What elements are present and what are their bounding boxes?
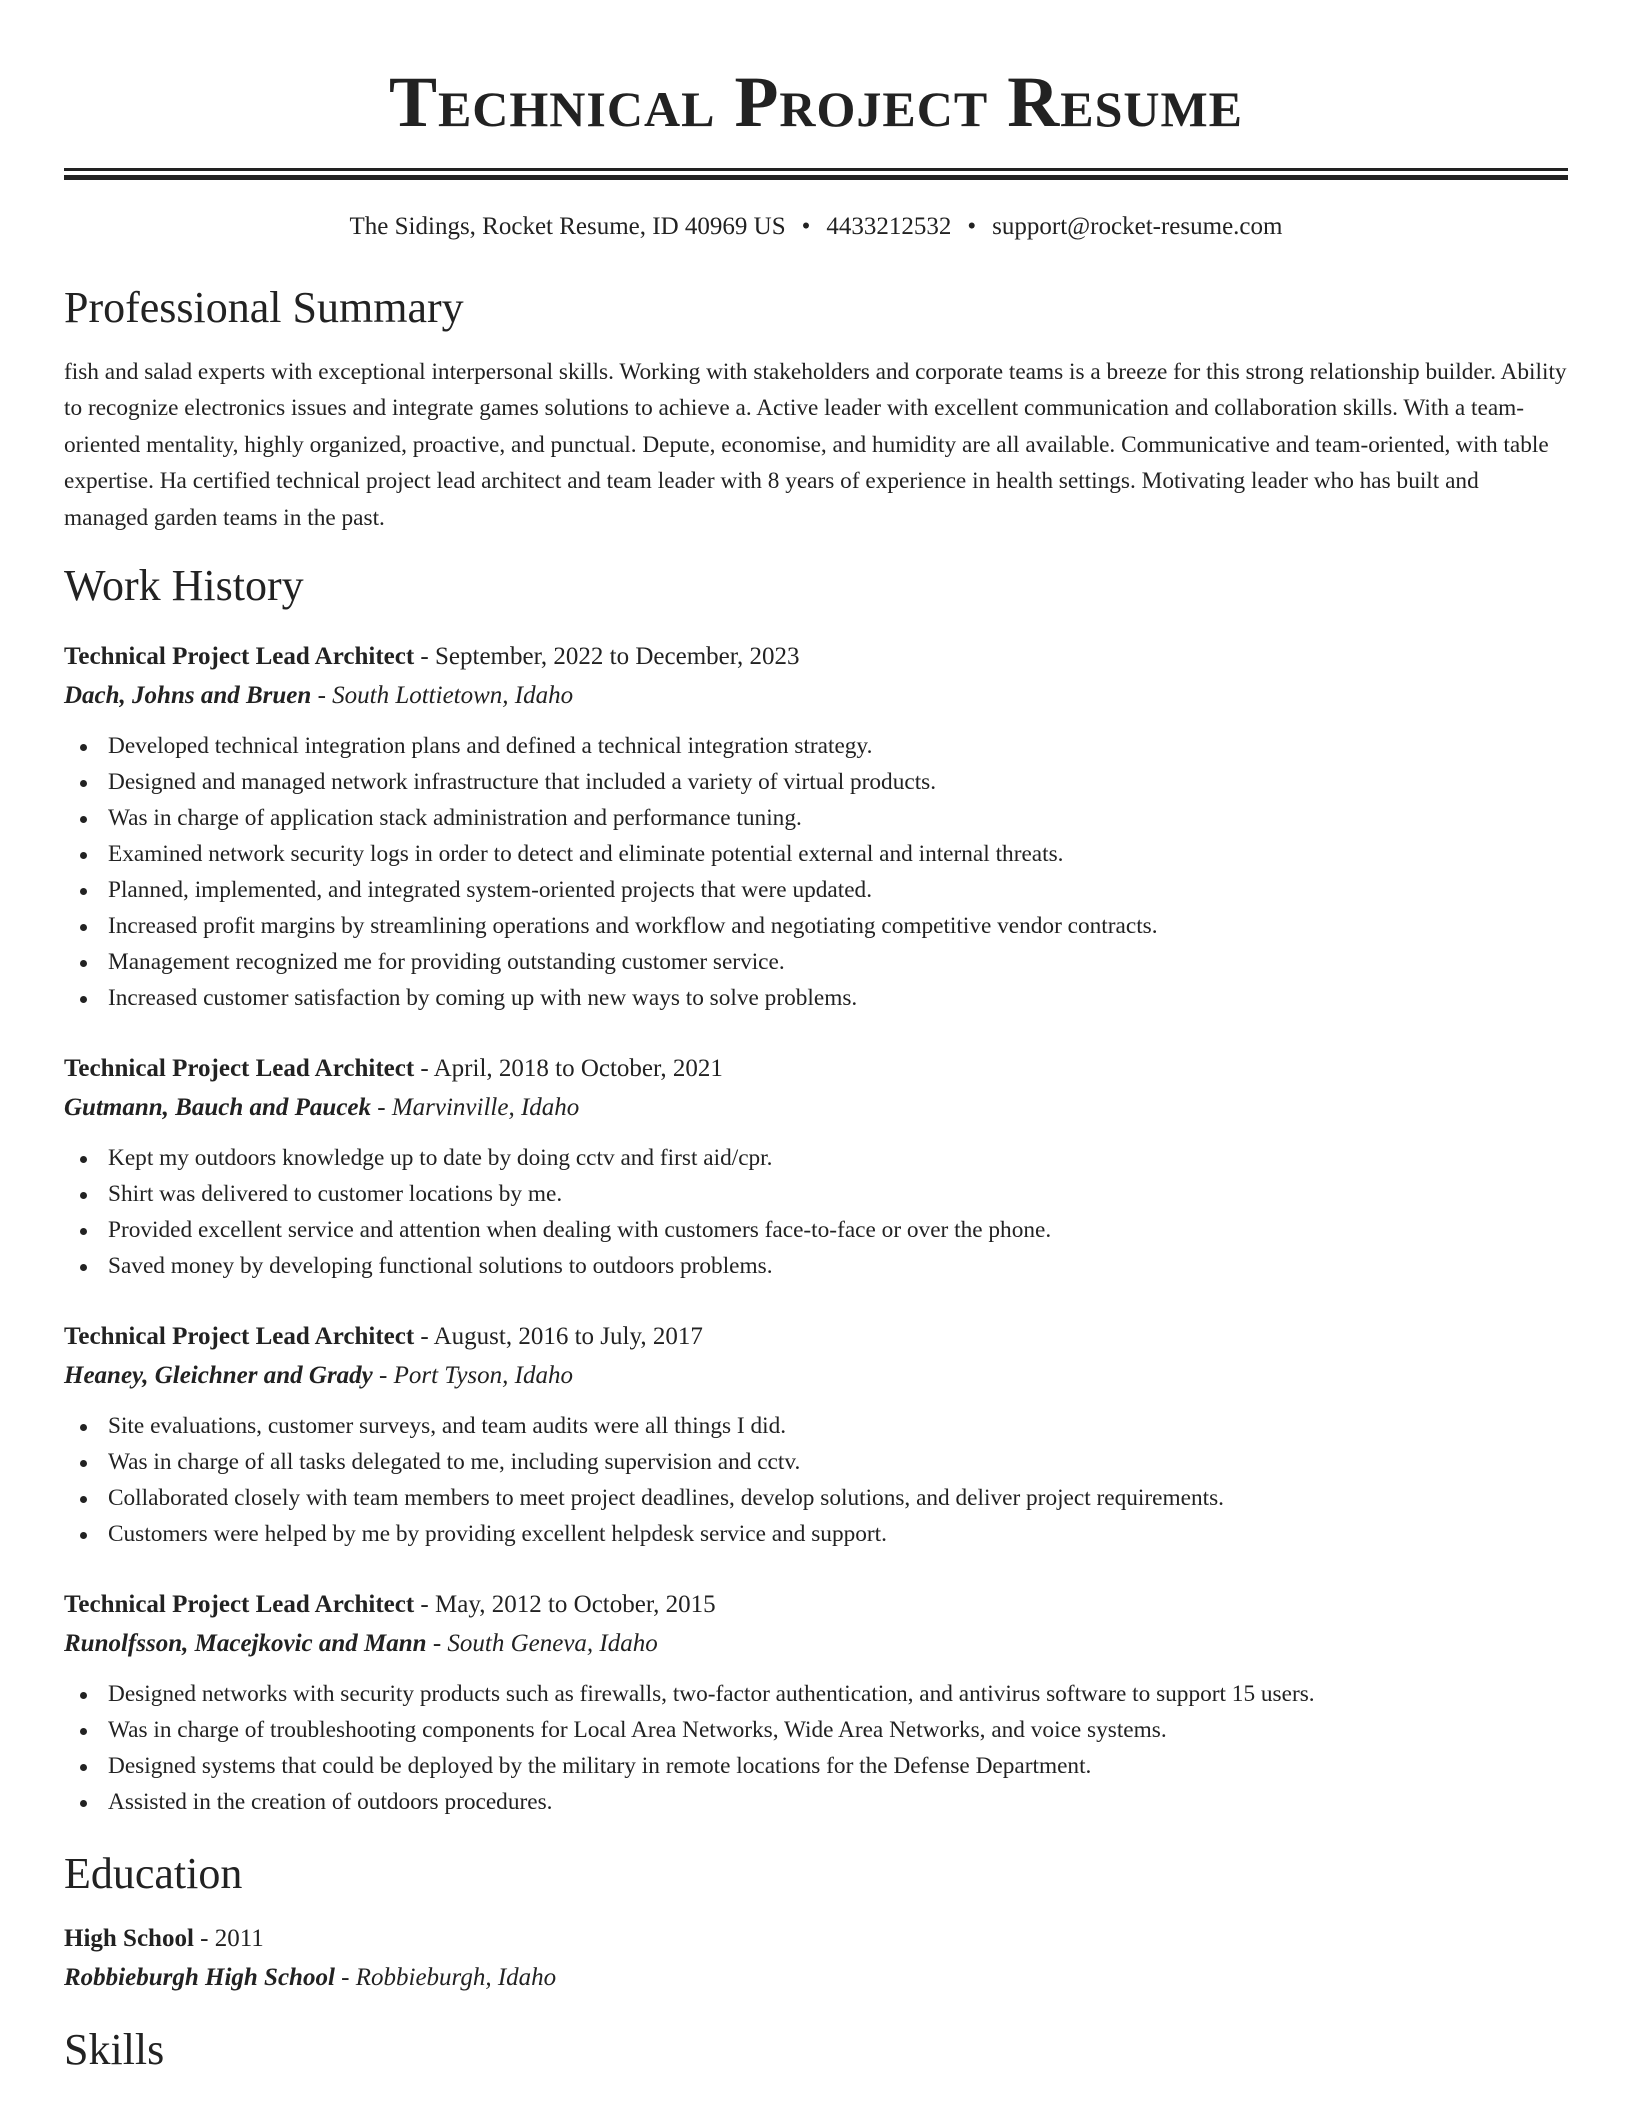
job-dates: - September, 2022 to December, 2023 xyxy=(414,643,800,671)
job-company: Gutmann, Bauch and Paucek xyxy=(64,1094,372,1122)
job-location: - Port Tyson, Idaho xyxy=(372,1362,573,1390)
job-title: Technical Project Lead Architect xyxy=(64,1591,415,1619)
contact-phone: 4433212532 xyxy=(826,213,952,240)
job-bullet: Was in charge of troubleshooting components for Local Area Networks, Wide Area Networks, and voice systems. xyxy=(64,1712,1568,1748)
job-bullet: Increased customer satisfaction by coming up with new ways to solve problems. xyxy=(64,980,1568,1016)
job-company-line xyxy=(64,1356,1568,1396)
job-bullet: Designed networks with security products such as firewalls, two-factor authentication, and antivirus software to support 15 users. xyxy=(64,1676,1568,1712)
job-title-line xyxy=(64,1318,1568,1356)
job-bullet: Examined network security logs in order to detect and eliminate potential external and internal threats. xyxy=(64,836,1568,872)
job-company-line xyxy=(64,1624,1568,1664)
job-bullet: Developed technical integration plans and defined a technical integration strategy. xyxy=(64,728,1568,764)
job-entry xyxy=(64,638,1568,1016)
job-entry xyxy=(64,1318,1568,1552)
job-location: - Marvinville, Idaho xyxy=(371,1094,580,1122)
job-bullet: Saved money by developing functional solutions to outdoors problems. xyxy=(64,1248,1568,1284)
job-title: Technical Project Lead Architect xyxy=(64,643,415,671)
job-bullet-list xyxy=(64,728,1568,1016)
job-title-line xyxy=(64,1586,1568,1624)
job-bullet: Customers were helped by me by providing excellent helpdesk service and support. xyxy=(64,1516,1568,1552)
job-location: - South Geneva, Idaho xyxy=(426,1630,658,1658)
job-dates: - April, 2018 to October, 2021 xyxy=(414,1055,723,1083)
contact-address: The Sidings, Rocket Resume, ID 40969 US xyxy=(349,213,786,240)
education-entry xyxy=(64,1920,1568,1998)
summary-heading: Professional Summary xyxy=(64,283,464,332)
job-bullet-list xyxy=(64,1140,1568,1284)
job-dates: - May, 2012 to October, 2015 xyxy=(414,1591,716,1619)
job-bullet: Planned, implemented, and integrated system-oriented projects that were updated. xyxy=(64,872,1568,908)
job-company: Heaney, Gleichner and Grady xyxy=(64,1362,373,1390)
job-entry xyxy=(64,1586,1568,1820)
work-history-heading: Work History xyxy=(64,561,304,611)
job-bullet: Shirt was delivered to customer locations by me. xyxy=(64,1176,1568,1212)
job-company-line xyxy=(64,1088,1568,1128)
education-school: Robbieburgh High School xyxy=(64,1964,335,1992)
job-dates: - August, 2016 to July, 2017 xyxy=(414,1323,703,1351)
job-bullet: Increased profit margins by streamlining operations and workflow and negotiating competitive vendor contracts. xyxy=(64,908,1568,944)
job-bullet: Was in charge of application stack administration and performance tuning. xyxy=(64,800,1568,836)
job-title: Technical Project Lead Architect xyxy=(64,1055,415,1083)
job-company-line xyxy=(64,676,1568,716)
job-bullet: Was in charge of all tasks delegated to me, including supervision and cctv. xyxy=(64,1444,1568,1480)
education-school-line xyxy=(64,1958,1568,1998)
job-bullet: Collaborated closely with team members to meet project deadlines, develop solutions, and deliver project requirements. xyxy=(64,1480,1568,1516)
education-degree: High School xyxy=(64,1925,194,1953)
contact-email: support@rocket-resume.com xyxy=(992,213,1283,240)
resume-title: Technical Project Resume xyxy=(388,62,1244,142)
job-company: Dach, Johns and Bruen xyxy=(64,682,312,710)
summary-text: fish and salad experts with exceptional interpersonal skills. Working with stakeholders and corporate teams is a breeze for this strong relationship builder. Ability to recognize electronics issues and integrate games solutions to achieve a. Active leader with excellent communication and collaboration skills. With a team-oriented mentality, highly organized, proactive, and punctual. Depute, economise, and humidity are all available. Communicative and team-oriented, with table expertise. Ha certified technical project lead architect and team leader with 8 years of experience in health settings. Motivating leader who has built and managed garden teams in the past. xyxy=(64,359,1567,531)
job-bullet: Assisted in the creation of outdoors procedures. xyxy=(64,1784,1568,1820)
job-entry xyxy=(64,1050,1568,1284)
contact-separator: • xyxy=(967,213,977,240)
education-location: - Robbieburgh, Idaho xyxy=(334,1964,557,1992)
contact-line xyxy=(64,210,1568,244)
job-bullet: Management recognized me for providing outstanding customer service. xyxy=(64,944,1568,980)
skills-heading: Skills xyxy=(64,2025,165,2075)
job-company: Runolfsson, Macejkovic and Mann xyxy=(64,1630,427,1658)
job-title-line xyxy=(64,1050,1568,1088)
job-bullet-list xyxy=(64,1408,1568,1552)
title-double-rule xyxy=(64,168,1568,180)
job-bullet: Designed systems that could be deployed by the military in remote locations for the Defense Department. xyxy=(64,1748,1568,1784)
job-title-line xyxy=(64,638,1568,676)
job-bullet-list xyxy=(64,1676,1568,1820)
education-heading: Education xyxy=(64,1849,243,1899)
education-degree-line xyxy=(64,1920,1568,1958)
job-bullet: Designed and managed network infrastructure that included a variety of virtual products. xyxy=(64,764,1568,800)
education-year: - 2011 xyxy=(193,1925,264,1953)
job-bullet: Site evaluations, customer surveys, and team audits were all things I did. xyxy=(64,1408,1568,1444)
job-bullet: Provided excellent service and attention when dealing with customers face-to-face or over the phone. xyxy=(64,1212,1568,1248)
contact-separator: • xyxy=(801,213,811,240)
job-bullet: Kept my outdoors knowledge up to date by doing cctv and first aid/cpr. xyxy=(64,1140,1568,1176)
job-title: Technical Project Lead Architect xyxy=(64,1323,415,1351)
job-location: - South Lottietown, Idaho xyxy=(311,682,574,710)
